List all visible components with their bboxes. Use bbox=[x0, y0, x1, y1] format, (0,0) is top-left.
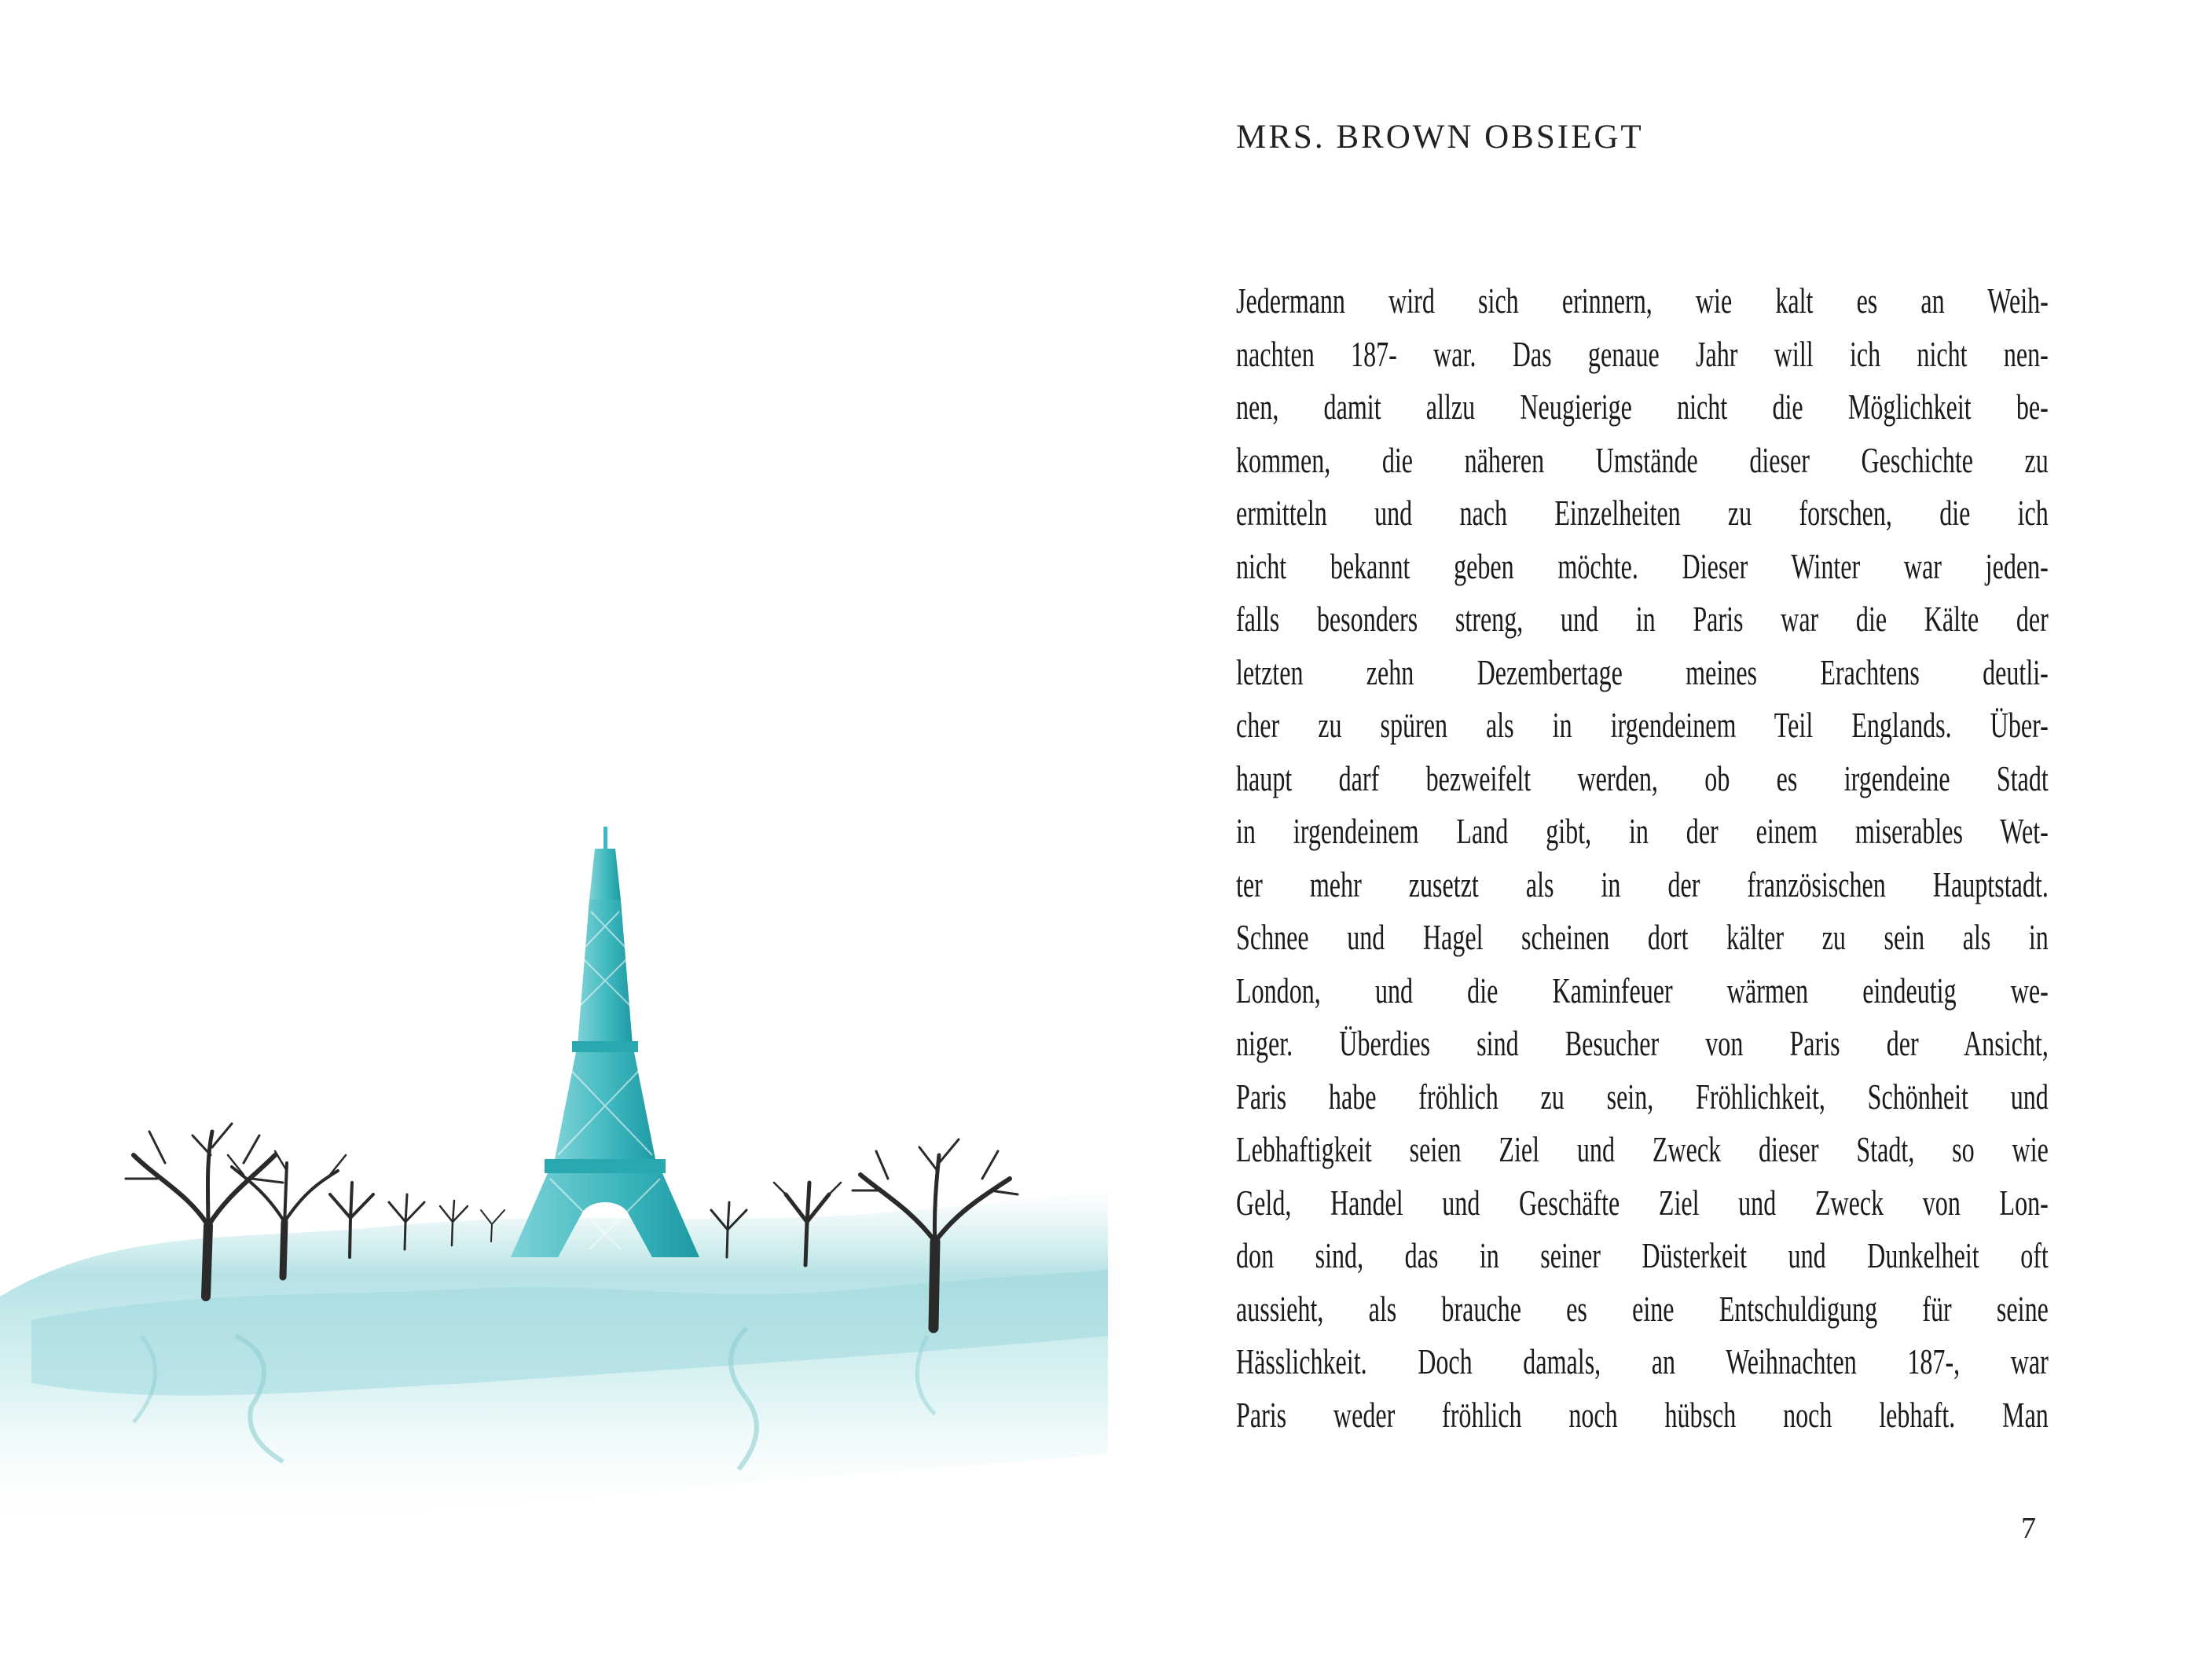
right-page bbox=[1108, 0, 2190, 1680]
text-line: in irgendeinem Land gibt, in der einem miserables Wet- bbox=[1236, 812, 2049, 851]
eiffel-tower-winter-illustration bbox=[0, 786, 1108, 1572]
text-line: Paris habe fröhlich zu sein, Fröhlichkeit, Schönheit und bbox=[1236, 1077, 2049, 1117]
page-number: 7 bbox=[2021, 1512, 2036, 1545]
text-line: Schnee und Hagel scheinen dort kälter zu sein als in bbox=[1236, 918, 2049, 957]
text-line: Paris weder fröhlich noch hübsch noch lebhaft. Man bbox=[1236, 1395, 2049, 1435]
text-line: ter mehr zusetzt als in der französischen Hauptstadt. bbox=[1236, 864, 2049, 904]
text-line: nen, damit allzu Neugierige nicht die Möglichkeit be- bbox=[1236, 387, 2049, 427]
text-line: aussieht, als brauche es eine Entschuldigung für seine bbox=[1236, 1289, 2049, 1329]
text-line: Lebhaftigkeit seien Ziel und Zweck dieser Stadt, so wie bbox=[1236, 1130, 2049, 1169]
text-line: letzten zehn Dezembertage meines Erachtens deutli- bbox=[1236, 652, 2049, 692]
text-line: nachten 187- war. Das genaue Jahr will ich nicht nen- bbox=[1236, 334, 2049, 374]
text-line: niger. Überdies sind Besucher von Paris der Ansicht, bbox=[1236, 1024, 2049, 1063]
body-text bbox=[1236, 275, 2049, 1442]
text-line: Hässlichkeit. Doch damals, an Weihnachten 187-, war bbox=[1236, 1342, 2049, 1381]
text-line: haupt darf bezweifelt werden, ob es irgendeine Stadt bbox=[1236, 758, 2049, 798]
text-line: falls besonders streng, und in Paris war die Kälte der bbox=[1236, 600, 2049, 639]
chapter-title: MRS. BROWN OBSIEGT bbox=[1236, 119, 1644, 156]
text-line: kommen, die näheren Umstände dieser Geschichte zu bbox=[1236, 440, 2049, 480]
text-line: ermitteln und nach Einzelheiten zu forschen, die ich bbox=[1236, 493, 2049, 533]
text-line: Jedermann wird sich erinnern, wie kalt es an Weih- bbox=[1236, 281, 2049, 321]
eiffel-tower-icon bbox=[511, 827, 699, 1257]
text-line: don sind, das in seiner Düsterkeit und Dunkelheit oft bbox=[1236, 1236, 2049, 1275]
text-line: London, und die Kaminfeuer wärmen eindeutig we- bbox=[1236, 970, 2049, 1011]
text-line: Geld, Handel und Geschäfte Ziel und Zweck von Lon- bbox=[1236, 1183, 2049, 1223]
text-line: cher zu spüren als in irgendeinem Teil Englands. Über- bbox=[1236, 706, 2049, 745]
text-line: nicht bekannt geben möchte. Dieser Winter war jeden- bbox=[1236, 546, 2049, 586]
